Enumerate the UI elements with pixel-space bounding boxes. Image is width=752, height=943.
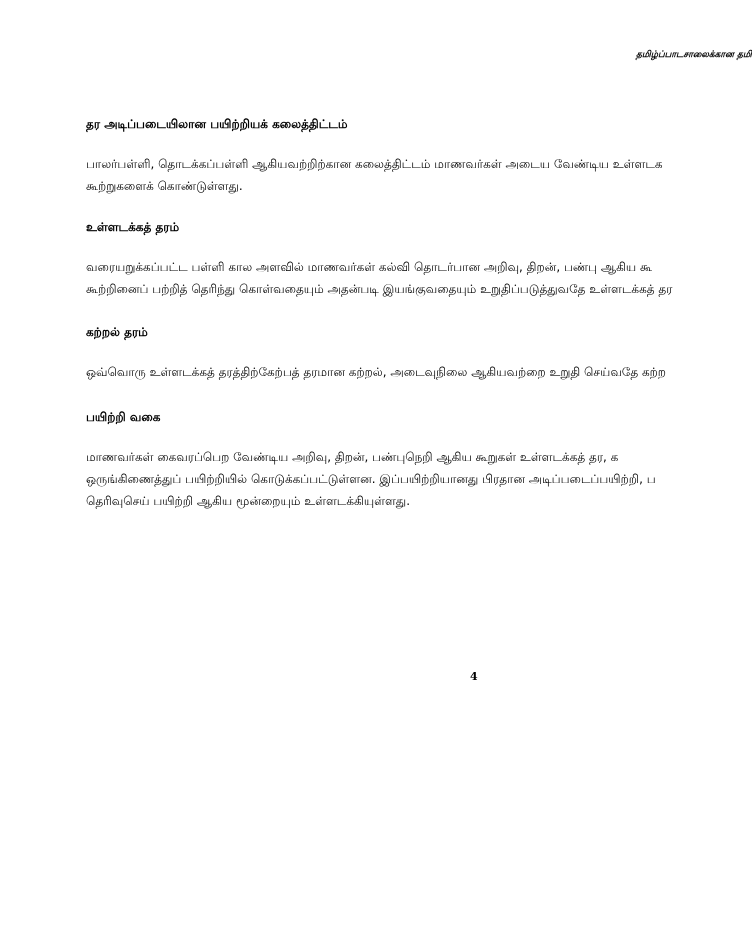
- running-header: தமிழ்ப்பாடசாலைக்கான தமி: [636, 50, 752, 60]
- paragraph-line: பாலர்பள்ளி, தொடக்கப்பள்ளி ஆகியவற்றிற்கான கலைத்திட்டம் மாணவர்கள் அடைய வேண்டிய உள்ளடக: [86, 157, 663, 171]
- paragraph-line: ஒருங்கிணைத்துப் பயிற்றியில் கொடுக்கப்பட்டுள்ளன. இப்பயிற்றியானது பிரதான அடிப்படைப்பயிற்றி, ப: [86, 472, 656, 486]
- section-heading-content-standard: உள்ளடக்கத் தரம்: [86, 220, 180, 234]
- page-number: 4: [470, 670, 478, 683]
- paragraph-line: கூற்றுகளைக் கொண்டுள்ளது.: [86, 179, 243, 193]
- paragraph-line: ஒவ்வொரு உள்ளடக்கத் தரத்திற்கேற்பத் தரமான கற்றல், அடைவுநிலை ஆகியவற்றை உறுதி செய்வதே கற்ற: [86, 365, 666, 379]
- paragraph-line: வரையறுக்கப்பட்ட பள்ளி கால அளவில் மாணவர்கள் கல்வி தொடர்பான அறிவு, திறன், பண்பு ஆகிய கூ: [86, 260, 653, 274]
- paragraph-line: தெரிவுசெய் பயிற்றி ஆகிய மூன்றையும் உள்ளடக்கியுள்ளது.: [86, 494, 411, 508]
- section-heading-grade-based-curriculum: தர அடிப்படையிலான பயிற்றியக் கலைத்திட்டம்: [86, 117, 348, 131]
- paragraph-line: மாணவர்கள் கைவரப்பெற வேண்டிய அறிவு, திறன், பண்புநெறி ஆகிய கூறுகள் உள்ளடக்கத் தர, க: [86, 450, 619, 464]
- paragraph-line: கூற்றினைப் பற்றித் தெரிந்து கொள்வதையும் அதன்படி இயங்குவதையும் உறுதிப்படுத்துவதே உள்ளடக்கத் தர: [86, 282, 673, 296]
- section-heading-learning-standard: கற்றல் தரம்: [86, 325, 148, 339]
- section-heading-lesson-type: பயிற்றி வகை: [86, 410, 161, 424]
